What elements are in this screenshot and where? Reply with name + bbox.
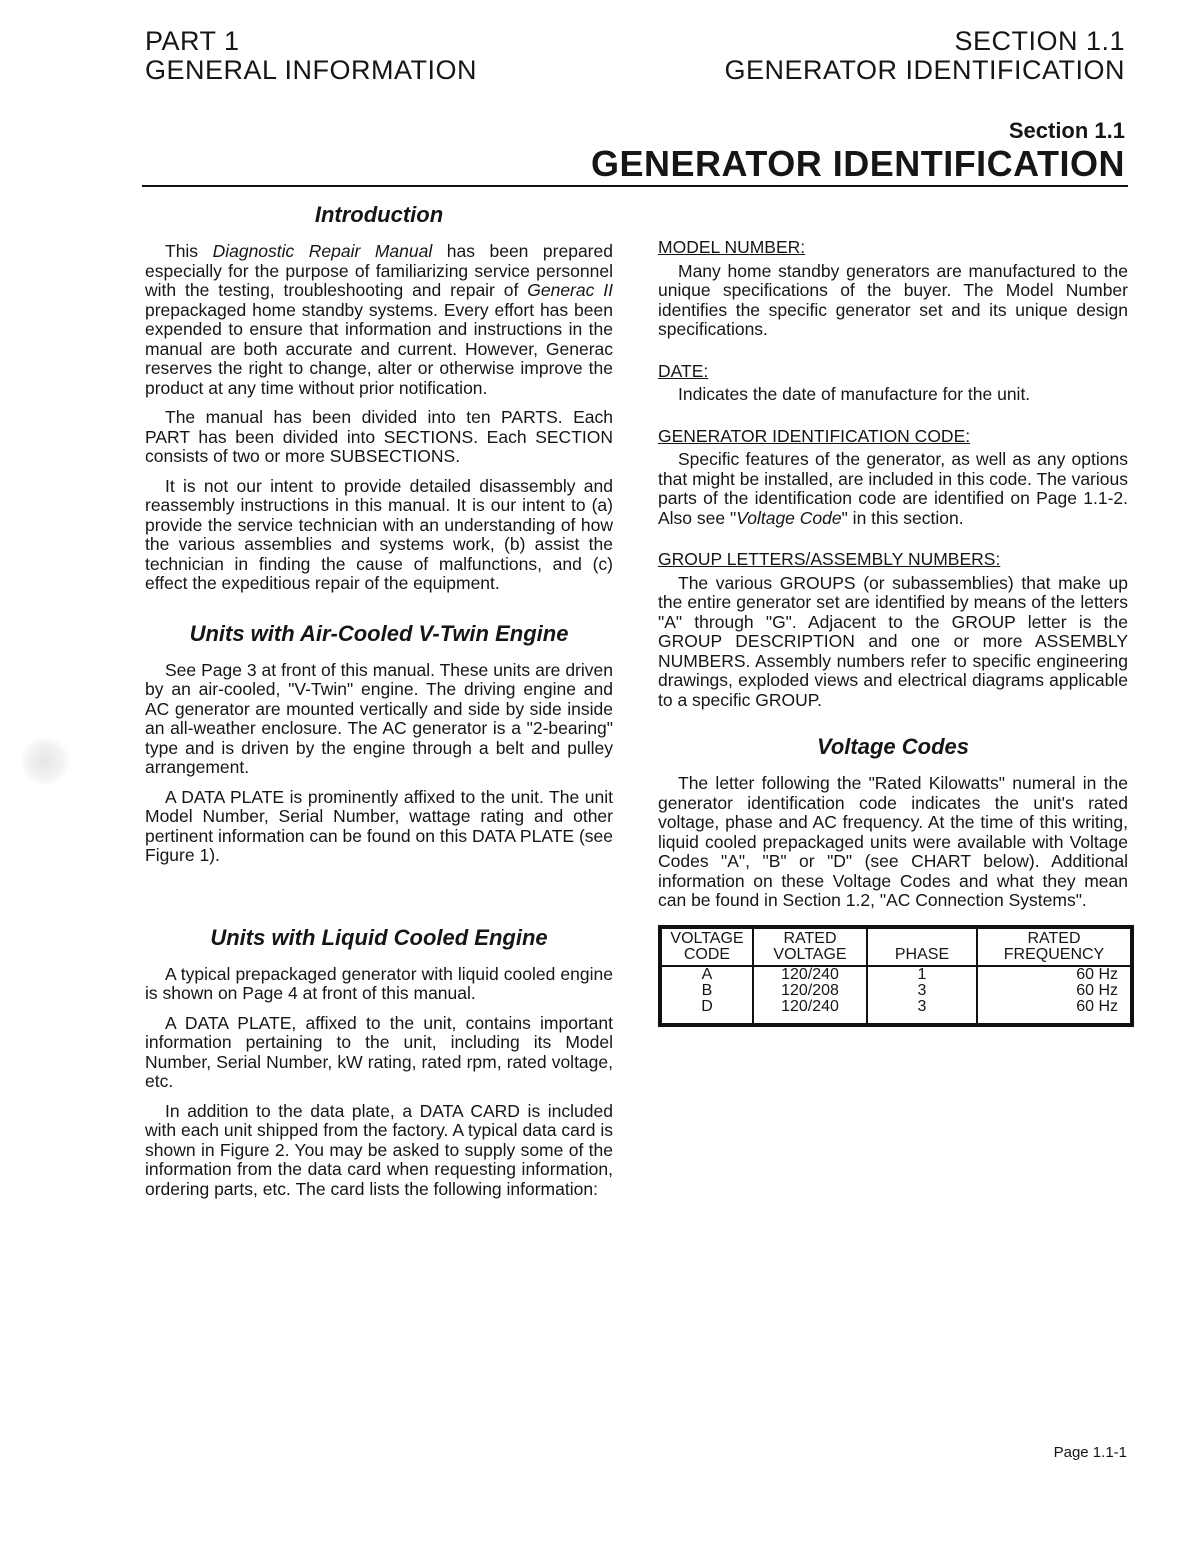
page-number: Page 1.1-1 [1053, 1444, 1127, 1461]
header-section-title: GENERATOR IDENTIFICATION [724, 55, 1125, 85]
liquid-cooled-heading: Units with Liquid Cooled Engine [210, 924, 548, 950]
air-cooled-paragraph-2: A DATA PLATE is prominently affixed to the unit. The unit Model Number, Serial Number, wattage rating and other pertinent information can be found on this DATA PLATE (see Figure 1). [145, 786, 613, 865]
col-voltage-code: VOLTAGE CODE [660, 927, 753, 966]
cell-frequency: 60 Hz [977, 983, 1132, 999]
title-rule [142, 185, 1128, 187]
table-header-row [660, 927, 1132, 966]
table-row [660, 999, 1132, 1025]
voltage-codes-table [658, 925, 1134, 1027]
header-part-number: PART 1 [145, 26, 240, 56]
group-block [658, 550, 1128, 710]
col-rated-frequency: RATED FREQUENCY [977, 927, 1132, 966]
gic-text: Specific features of the generator, as well as any options that might be installed, are included in this code. The various parts of the identification code are identified on Page 1.1-2. Also see "Voltage Code" in this section. [658, 449, 1128, 528]
gic-block [658, 427, 1128, 529]
cell-frequency: 60 Hz [977, 966, 1132, 983]
cell-phase: 1 [867, 966, 977, 983]
col-rated-voltage: RATED VOLTAGE [753, 927, 867, 966]
cell-voltage: 120/240 [753, 966, 867, 983]
air-cooled-heading: Units with Air-Cooled V-Twin Engine [189, 620, 569, 646]
cell-phase: 3 [867, 999, 977, 1025]
cell-voltage: 120/208 [753, 983, 867, 999]
date-text: Indicates the date of manufacture for the unit. [678, 384, 1031, 404]
liquid-cooled-paragraph-1: A typical prepackaged generator with liquid cooled engine is shown on Page 4 at front of this manual. [145, 963, 613, 1003]
intro-heading: Introduction [314, 202, 444, 227]
cell-code: D [701, 997, 713, 1015]
gic-label: GENERATOR IDENTIFICATION CODE: [658, 425, 971, 446]
date-block [658, 362, 1128, 405]
liquid-cooled-paragraph-3: In addition to the data plate, a DATA CARD is included with each unit shipped from the factory. A typical data card is shown in Figure 2. You may be asked to supply some of the information from the data card when requesting information, ordering parts, etc. The card lists the following information: [145, 1100, 613, 1199]
right-column [658, 238, 1128, 1027]
cell-code: A [701, 965, 713, 983]
cell-frequency: 60 Hz [977, 999, 1132, 1025]
intro-paragraph-3: It is not our intent to provide detailed disassembly and reassembly instructions in this manual. It is our intent to (a) provide the service technician with an understanding of how the various assemblies and systems work, (b) assist the technician in finding the cause of malfunctions, and (c) effect the expeditious repair of the equipment. [145, 475, 613, 593]
group-label: GROUP LETTERS/ASSEMBLY NUMBERS: [658, 549, 1001, 569]
header-part-title: GENERAL INFORMATION [145, 55, 478, 85]
liquid-cooled-paragraph-2: A DATA PLATE, affixed to the unit, contains important information pertaining to the unit, including its Model Number, Serial Number, kW rating, rated rpm, rated voltage, etc. [145, 1012, 613, 1091]
table-row [660, 966, 1132, 983]
scan-smudge [20, 738, 70, 784]
section-title: GENERATOR IDENTIFICATION [591, 143, 1125, 184]
header-section [724, 27, 1125, 85]
intro-paragraph-2: The manual has been divided into ten PARTS. Each PART has been divided into SECTIONS. Each SECTION consists of two or more SUBSECTIONS. [145, 407, 613, 466]
cell-voltage: 120/240 [753, 999, 867, 1025]
header-section-number: SECTION 1.1 [954, 26, 1125, 56]
left-column [145, 200, 613, 1209]
model-number-block [658, 238, 1128, 340]
group-text: The various GROUPS (or subassemblies) that make up the entire generator set are identified by means of the letters "A" through "G". Adjacent to the GROUP letter is the GROUP DESCRIPTION and one or more ASSEMBLY NUMBERS. Assembly numbers refer to specific engineering drawings, exploded views and electrical diagrams applicable to a specific GROUP. [658, 572, 1128, 710]
date-label: DATE: [658, 360, 709, 381]
model-number-label: MODEL NUMBER: [658, 237, 806, 257]
cell-phase: 3 [867, 983, 977, 999]
header-part [145, 27, 477, 85]
voltage-codes-heading: Voltage Codes [817, 734, 969, 759]
table-row [660, 983, 1132, 999]
cell-code: B [701, 981, 713, 999]
section-label: Section 1.1 [1008, 118, 1125, 143]
intro-paragraph-1: This Diagnostic Repair Manual has been prepared especially for the purpose of familiarizing service personnel with the testing, troubleshooting and repair of Generac II prepackaged home standby systems. Every effort has been expended to ensure that information and instructions in the manual are both accurate and current. However, Generac reserves the right to change, alter or otherwise improve the product at any time without prior notification. [145, 241, 613, 398]
model-number-text: Many home standby generators are manufactured to the unique specifications of the buyer. The Model Number identifies the specific generator set and its unique design specifications. [658, 260, 1128, 339]
col-phase: PHASE [867, 927, 977, 966]
voltage-codes-text: The letter following the "Rated Kilowatts" numeral in the generator identification code indicates the unit's rated voltage, phase and AC frequency. At the time of this writing, liquid cooled prepackaged units were available with Voltage Codes "A", "B" or "D" (see CHART below). Additional information on these Voltage Codes and what they mean can be found in Section 1.2, "AC Connection Systems". [658, 773, 1128, 910]
air-cooled-paragraph-1: See Page 3 at front of this manual. These units are driven by an air-cooled, "V-Twin" engine. The driving engine and AC generator are mounted vertically and side by side inside an all-weather enclosure. The AC generator is a "2-bearing" type and is driven by the engine through a belt and pulley arrangement. [145, 659, 613, 777]
